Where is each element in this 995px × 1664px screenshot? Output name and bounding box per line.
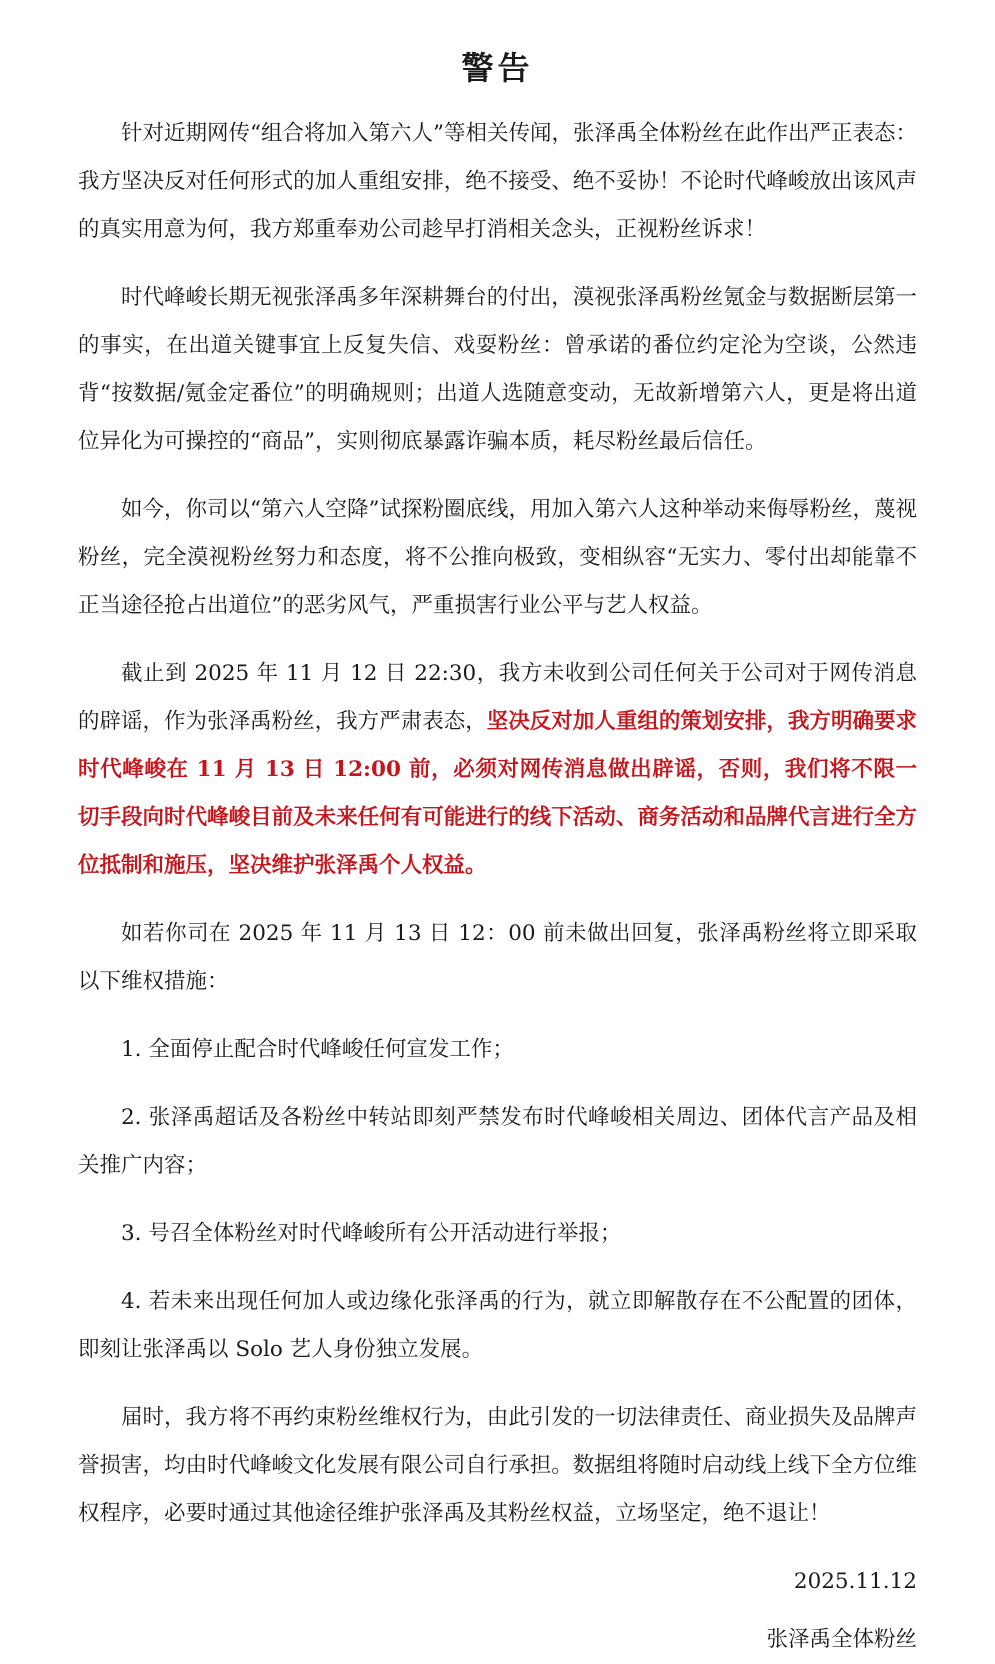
measure-item-4: 4. 若未来出现任何加人或边缘化张泽禹的行为，就立即解散存在不公配置的团体，即刻让张泽禹以 Solo 艺人身份独立发展。: [78, 1289, 917, 1362]
paragraph-1: 针对近期网传“组合将加入第六人”等相关传闻，张泽禹全体粉丝在此作出严正表态：我方坚决反对任何形式的加人重组安排，绝不接受、绝不妥协！不论时代峰峻放出该风声的真实用意为何，我方郑重奉劝公司趁早打消相关念头，正视粉丝诉求！: [78, 121, 917, 242]
closing-paragraph: 届时，我方将不再约束粉丝维权行为，由此引发的一切法律责任、商业损失及品牌声誉损害，均由时代峰峻文化发展有限公司自行承担。数据组将随时启动线上线下全方位维权程序，必要时通过其他途径维护张泽禹及其粉丝权益，立场坚定，绝不退让！: [78, 1405, 917, 1526]
paragraph-2: 时代峰峻长期无视张泽禹多年深耕舞台的付出，漠视张泽禹粉丝氪金与数据断层第一的事实，在出道关键事宜上反复失信、戏耍粉丝：曾承诺的番位约定沦为空谈，公然违背“按数据/氪金定番位”的明确规则；出道人选随意变动，无故新增第六人，更是将出道位异化为可操控的“商品”，实则彻底暴露诈骗本质，耗尽粉丝最后信任。: [78, 285, 917, 454]
measures-intro: 如若你司在 2025 年 11 月 13 日 12：00 前未做出回复，张泽禹粉丝将立即采取以下维权措施：: [78, 921, 917, 994]
deadline-paragraph: [78, 650, 917, 890]
document-date: 2025.11.12: [793, 1569, 917, 1594]
measure-item-2: 2. 张泽禹超话及各粉丝中转站即刻严禁发布时代峰峻相关周边、团体代言产品及相关推广内容；: [78, 1105, 917, 1178]
paragraph-3: 如今，你司以“第六人空降”试探粉圈底线，用加入第六人这种举动来侮辱粉丝，蔑视粉丝，完全漠视粉丝努力和态度，将不公推向极致，变相纵容“无实力、零付出却能靠不正当途径抢占出道位”的恶劣风气，严重损害行业公平与艺人权益。: [78, 497, 917, 618]
measure-item-3: 3. 号召全体粉丝对时代峰峻所有公开活动进行举报；: [121, 1221, 622, 1246]
deadline-emphasis: 坚决反对加人重组的策划安排，我方明确要求时代峰峻在 11 月 13 日 12:00 前，必须对网传消息做出辟谣，否则，我们将不限一切手段向时代峰峻目前及未来任何有可能进行的线下活动、商务活动和品牌代言进行全方位抵制和施压，坚决维护张泽禹个人权益。: [78, 709, 917, 878]
measure-item-1: 1. 全面停止配合时代峰峻任何宣发工作；: [121, 1037, 514, 1062]
deadline-text: 截止到 2025 年 11 月 12 日 22:30，我方未收到公司任何关于公司对于网传消息的辟谣，作为张泽禹粉丝，我方严肃表态，: [78, 661, 917, 734]
document-title: 警告: [461, 49, 534, 87]
document-signature: 张泽禹全体粉丝: [766, 1627, 917, 1652]
